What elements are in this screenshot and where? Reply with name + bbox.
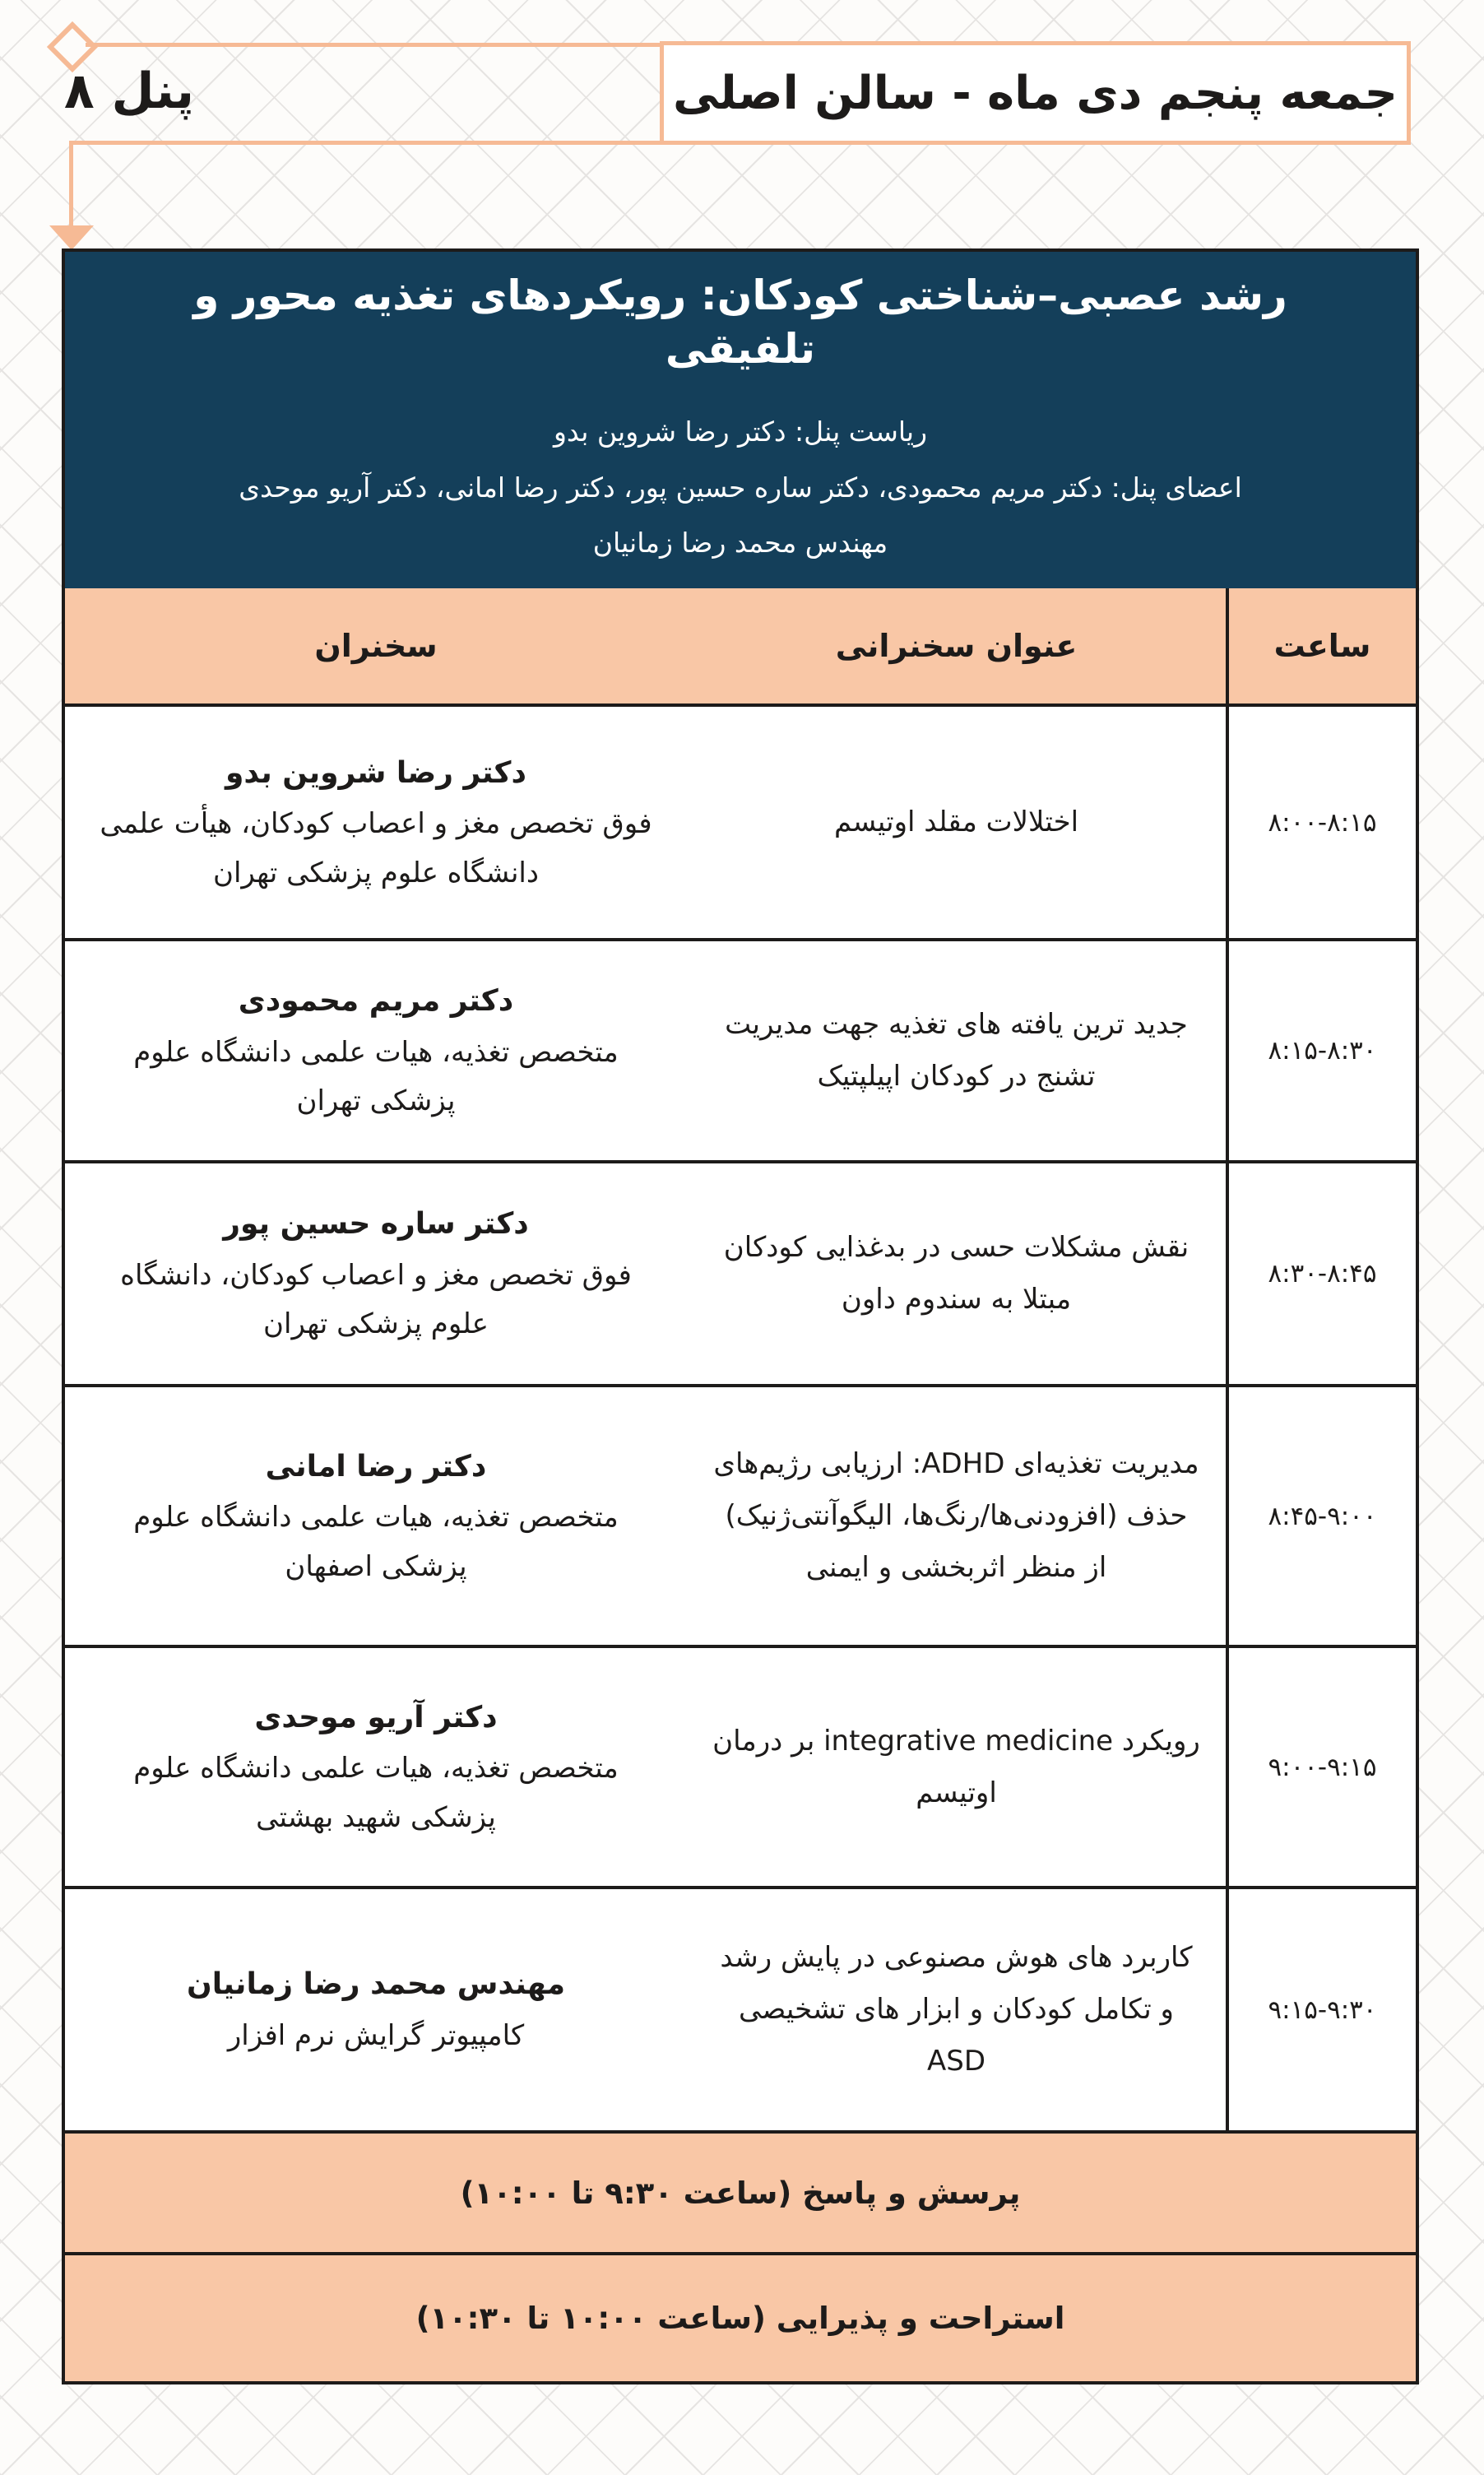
panel-number-label: پنل ۸ (64, 63, 195, 120)
speaker-affiliation: فوق تخصص مغز و اعصاب کودکان، دانشگاه علوم پزشکی تهران (120, 1258, 632, 1341)
speaker-cell (65, 707, 687, 938)
time-range: ۸:۳۰-۸:۴۵ (1268, 1259, 1377, 1289)
column-header-talk: عنوان سخنرانی (687, 588, 1229, 703)
talk-title: رویکرد integrative medicine بر درمان اوتیسم (687, 1648, 1229, 1886)
talk-title: جدید ترین یافته های تغذیه جهت مدیریت تشنج در کودکان اپیلپتیک (687, 941, 1229, 1160)
break-row: استراحت و پذیرایی (ساعت ۱۰:۰۰ تا ۱۰:۳۰) (65, 2252, 1416, 2381)
speaker-affiliation: فوق تخصص مغز و اعصاب کودکان، هیأت علمی دانشگاه علوم پزشکی تهران (100, 807, 652, 889)
speaker-cell (65, 941, 687, 1160)
panel-members-line1: اعضای پنل: دکتر مریم محمودی، دکتر ساره حسین پور، دکتر رضا امانی، دکتر آریو موحدی (239, 471, 1242, 504)
connector-arrow-stem (69, 141, 73, 227)
time-range: ۸:۱۵-۸:۳۰ (1268, 1036, 1377, 1066)
speaker-name: دکتر رضا امانی (265, 1449, 487, 1484)
speaker-affiliation: متخصص تغذیه، هیات علمی دانشگاه علوم پزشکی تهران (133, 1035, 619, 1118)
speaker-affiliation: متخصص تغذیه، هیات علمی دانشگاه علوم پزشکی اصفهان (133, 1501, 619, 1583)
speaker-affiliation: متخصص تغذیه، هیات علمی دانشگاه علوم پزشکی شهید بهشتی (133, 1752, 619, 1834)
speaker-cell (65, 1163, 687, 1384)
panel-header (65, 252, 1416, 588)
time-range: ۸:۴۵-۹:۰۰ (1268, 1501, 1377, 1531)
talk-title: مدیریت تغذیه‌ای ADHD: ارزیابی رژیم‌های حذف (افزودنی‌ها/رنگ‌ها، الیگوآنتی‌ژنیک) از منظر اثربخشی و ایمنی (687, 1387, 1229, 1645)
talk-title: نقش مشکلات حسی در بدغذایی کودکان مبتلا به سندوم داون (687, 1163, 1229, 1384)
column-header-time: ساعت (1273, 628, 1371, 664)
time-range: ۸:۰۰-۸:۱۵ (1268, 807, 1377, 838)
speaker-name: دکتر مریم محمودی (238, 984, 514, 1019)
speaker-name: دکتر آریو موحدی (254, 1700, 498, 1734)
session-info-label: جمعه پنجم دی ماه - سالن اصلی (672, 66, 1398, 120)
speaker-name: دکتر ساره حسین پور (223, 1207, 529, 1242)
qa-row: پرسش و پاسخ (ساعت ۹:۳۰ تا ۱۰:۰۰) (65, 2130, 1416, 2252)
column-header-speaker: سخنران (314, 628, 438, 664)
speaker-name: مهندس محمد رضا زمانیان (186, 1967, 565, 2002)
table-row (65, 1645, 1416, 1886)
talk-title: اختلالات مقلد اوتیسم (687, 707, 1229, 938)
speaker-cell (65, 1889, 687, 2130)
time-range: ۹:۰۰-۹:۱۵ (1268, 1752, 1377, 1782)
speaker-affiliation: کامپیوتر گرایش نرم افزار (227, 2019, 525, 2053)
connector-line-top (86, 43, 661, 47)
schedule-sheet (62, 248, 1419, 2384)
talk-title: کاربرد های هوش مصنوعی در پایش رشد و تکامل کودکان و ابزار های تشخیصی ASD (687, 1889, 1229, 2130)
table-row (65, 938, 1416, 1160)
table-row (65, 1160, 1416, 1384)
speaker-cell (65, 1648, 687, 1886)
panel-title: رشد عصبی–شناختی کودکان: رویکردهای تغذیه محور و تلفیقی (193, 272, 1287, 374)
speaker-cell (65, 1387, 687, 1645)
speaker-name: دکتر رضا شروین بدو (225, 755, 526, 790)
arrow-down-icon (49, 225, 94, 250)
time-range: ۹:۱۵-۹:۳۰ (1268, 1994, 1377, 2025)
panel-chair-line: ریاست پنل: دکتر رضا شروین بدو (553, 416, 928, 448)
table-row (65, 1384, 1416, 1645)
table-header-row (65, 588, 1416, 703)
table-row (65, 703, 1416, 938)
session-info-box (660, 41, 1411, 145)
connector-line-bottom (69, 141, 661, 145)
table-row (65, 1886, 1416, 2130)
panel-members-line2: مهندس محمد رضا زمانیان (592, 527, 888, 560)
